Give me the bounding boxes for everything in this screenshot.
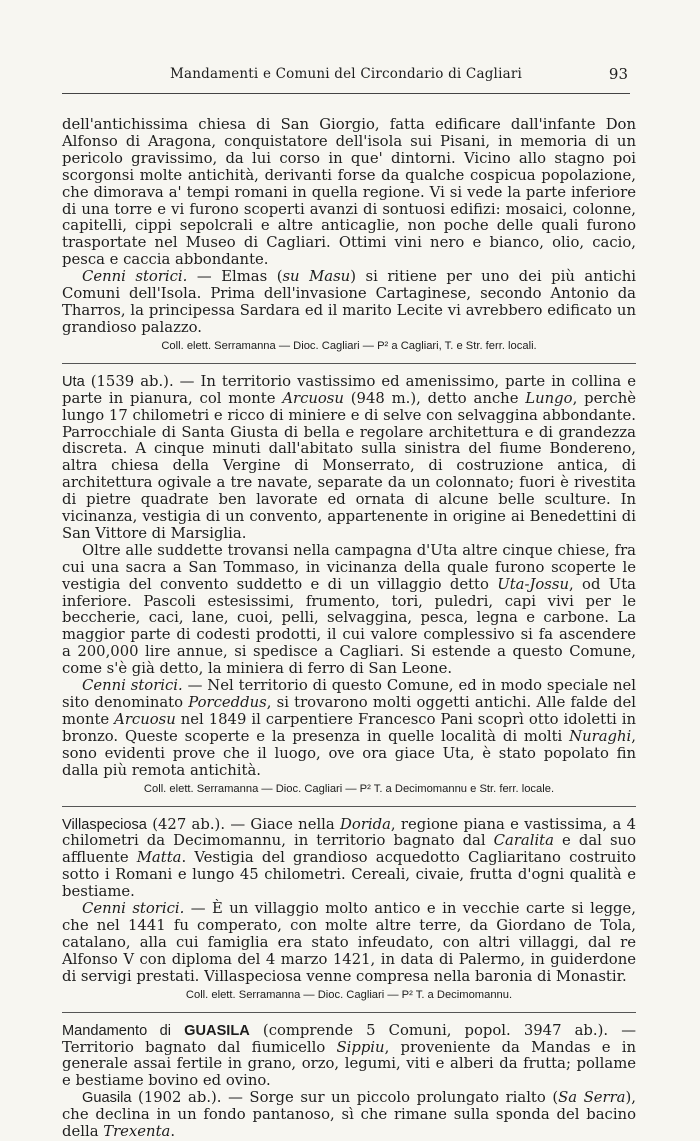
villaspeciosa-cenni-storici-paragraph: Cenni storici. — È un villaggio molto antico e in vecchie carte si legge, che nel 1441 fu comperato, con molte altre terre, da Giordano de Tola, catalano, alla cui famiglia era stato infeudato, con altri villaggi, dal re Alfonso V con diploma del 4 marzo 1421, in data di Palermo, in guiderdone di servigi prestati. Villaspeciosa venne compresa nella baronia di Monastir. xyxy=(62,900,636,985)
guasila-heading: Guasila xyxy=(82,1090,132,1107)
mandamento-heading-name: GUASILA xyxy=(184,1022,250,1039)
uta-electoral-info: Coll. elett. Serramanna — Dioc. Cagliari — P² T. a Decimomannu e Str. ferr. locale. xyxy=(143,782,555,795)
villaspeciosa-paragraph: Villaspeciosa (427 ab.). — Giace nella Dorida, regione piana e vastissima, a 4 chilometri da Decimomannu, in territorio bagnato dal Caralita e dal suo affluente Matta. Vestigia del grandioso acquedotto Cagliaritano costruito sotto i Romani e lungo 45 chilometri. Cereali, civaie, frutta d'ogni qualità e bestiame. xyxy=(62,815,637,901)
elmas-cenni-storici-paragraph: Cenni storici. — Elmas (su Masu) si ritiene per uno dei più antichi Comuni dell'Isola. Prima dell'invasione Cartaginese, secondo Antonio da Tharros, la principessa Sardara ed il marito Lecite vi avrebbero edificato un grandioso palazzo. xyxy=(62,268,636,336)
guasila-paragraph: Guasila (1902 ab.). — Sorge sur un piccolo prolungato rialto (Sa Serra), che declina in un fondo pantanoso, sì che rimane sulla sponda del bacino della Trexenta. xyxy=(62,1089,636,1141)
page-body xyxy=(62,117,636,1141)
running-header xyxy=(64,66,628,90)
section-divider xyxy=(62,806,636,807)
cenni-storici-label: Cenni storici. xyxy=(82,677,183,695)
header-rule xyxy=(62,93,630,94)
uta-paragraph: Uta (1539 ab.). — In territorio vastissimo ed amenissimo, parte in collina e parte in pianura, col monte Arcuosu (948 m.), detto anche Lungo, perchè lungo 17 chilometri e ricco di miniere e di selve con selvaggina abbondante. Parrocchiale di Santa Giusta di bella e regolare architettura e di grandezza discreta. A cinque minuti dall'abitato sulla sinistra del fiume Bondereno, altra chiesa della Vergine di Monserrato, di costruzione antica, di architettura ogivale a tre navate, separate da un colonnato; fuori è rivestita di pietre quadrate ben lavorate ed ornata di alcune belle sculture. In vicinanza, vestigia di un convento, appartenente in origine ai Benedettini di San Vittore di Marsiglia. xyxy=(62,372,636,542)
page-number: 93 xyxy=(608,65,628,83)
cenni-storici-label: Cenni storici. xyxy=(82,268,188,286)
elmas-electoral-info: Coll. elett. Serramanna — Dioc. Cagliari — P² a Cagliari, T. e Str. ferr. locali. xyxy=(161,339,537,352)
header-title: Mandamenti e Comuni del Circondario di Cagliari xyxy=(169,66,523,82)
section-divider xyxy=(62,1012,636,1013)
guasila-mandamento-paragraph: Mandamento di GUASILA (comprende 5 Comuni, popol. 3947 ab.). — Territorio bagnato dal fiumicello Sippiu, proveniente da Mandas e in generale assai fertile in grano, orzo, legumi, viti e alberi da frutta; pollame e bestiame bovino ed ovino. xyxy=(62,1021,636,1090)
elmas-continuation-paragraph: dell'antichissima chiesa di San Giorgio, fatta edificare dall'infante Don Alfonso di Aragona, conquistatore dell'isola sui Pisani, in memoria di un pericolo gravissimo, da lui corso in que' dintorni. Vicino allo stagno poi scorgonsi molte antichità, derivanti forse da qualche cospicua popolazione, che dimorava a' tempi romani in quella regione. Vi si vede la parte inferiore di una torre e vi furono scoperti avanzi di sontuosi edifizi: mosaici, colonne, capitelli, cippi sepolcrali e altre anticaglie, non poche delle quali furono trasportate nel Museo di Cagliari. Ottimi vini nero e bianco, olio, cacio, pesca e caccia abbondante. xyxy=(62,116,636,269)
uta-heading: Uta xyxy=(62,373,85,390)
section-divider xyxy=(62,363,636,364)
cenni-storici-label: Cenni storici. xyxy=(82,900,185,918)
uta-cenni-storici-paragraph: Cenni storici. — Nel territorio di questo Comune, ed in modo speciale nel sito denominato Porceddus, si trovarono molti oggetti antichi. Alle falde del monte Arcuosu nel 1849 il carpentiere Francesco Pani scoprì otto idoletti in bronzo. Queste scoperte e la presenza in quelle località di molti Nuraghi, sono evidenti prove che il luogo, ove ora giace Uta, è stato popolato fin dalla più remota antichità. xyxy=(62,677,636,779)
villaspeciosa-electoral-info: Coll. elett. Serramanna — Dioc. Cagliari — P² T. a Decimomannu. xyxy=(185,988,513,1001)
villaspeciosa-heading: Villaspeciosa xyxy=(62,816,147,833)
mandamento-heading-prefix: Mandamento di xyxy=(62,1022,172,1039)
uta-churches-paragraph: Oltre alle suddette trovansi nella campagna d'Uta altre cinque chiese, fra cui una sacra a San Tommaso, in vicinanza della quale furono scoperte le vestigia del convento suddetto e di un villaggio detto Uta-Jossu, od Uta inferiore. Pascoli estesissimi, frumento, tori, puledri, capi vivi per le beccherie, caci, lane, cuoi, pelli, selvaggina, pesca, legna e carbone. La maggior parte di codesti prodotti, il cui valore complessivo si fa ascendere a 200,000 lire annue, si spedisce a Cagliari. Si estende a questo Comune, come s'è già detto, la miniera di ferro di San Leone. xyxy=(62,541,636,678)
